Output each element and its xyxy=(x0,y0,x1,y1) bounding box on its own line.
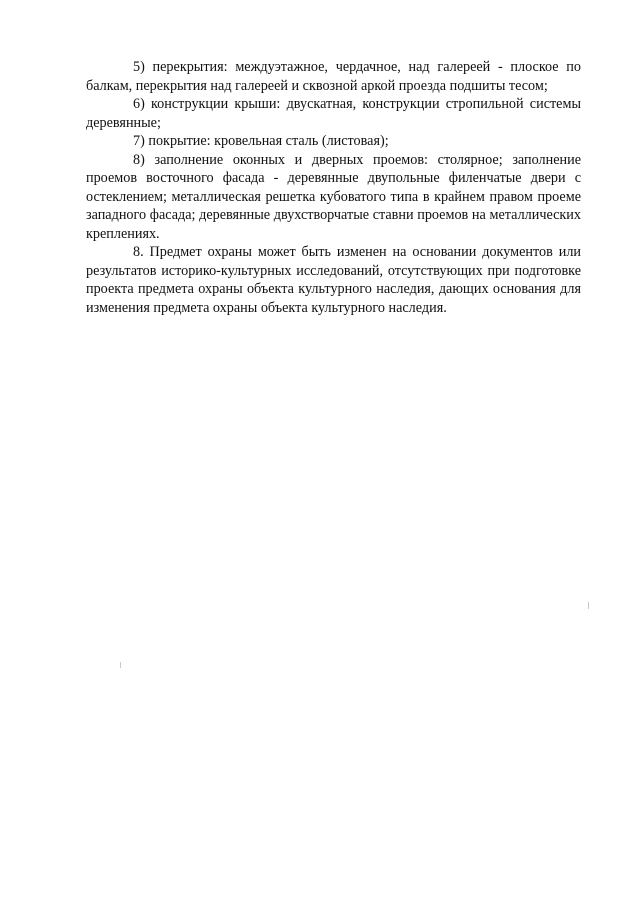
document-body xyxy=(86,58,581,317)
paragraph-floors: 5) перекрытия: междуэтажное, чердачное, над галереей - плоское по балкам, перекрытия над галереей и сквозной аркой проезда подшиты тесом; xyxy=(86,59,581,94)
scan-artifact-left xyxy=(120,662,121,668)
paragraph-openings: 8) заполнение оконных и дверных проемов: столярное; заполнение проемов восточного фасада - деревянные двупольные филенчатые двери с остеклением; металлическая решетка кубоватого типа в крайнем правом проеме западного фасада; деревянные двухстворчатые ставни проемов на металлических креплениях. xyxy=(86,151,581,242)
scan-artifact-right xyxy=(588,602,589,609)
paragraph-roof-covering: 7) покрытие: кровельная сталь (листовая); xyxy=(133,133,389,149)
paragraph-roof-structure: 6) конструкции крыши: двускатная, конструкции стропильной системы деревянные; xyxy=(86,96,581,131)
paragraph-protection-subject: 8. Предмет охраны может быть изменен на основании документов или результатов историко-культурных исследований, отсутствующих при подготовке проекта предмета охраны объекта культурного наследия, дающих основания для изменения предмета охраны объекта культурного наследия. xyxy=(86,244,581,316)
